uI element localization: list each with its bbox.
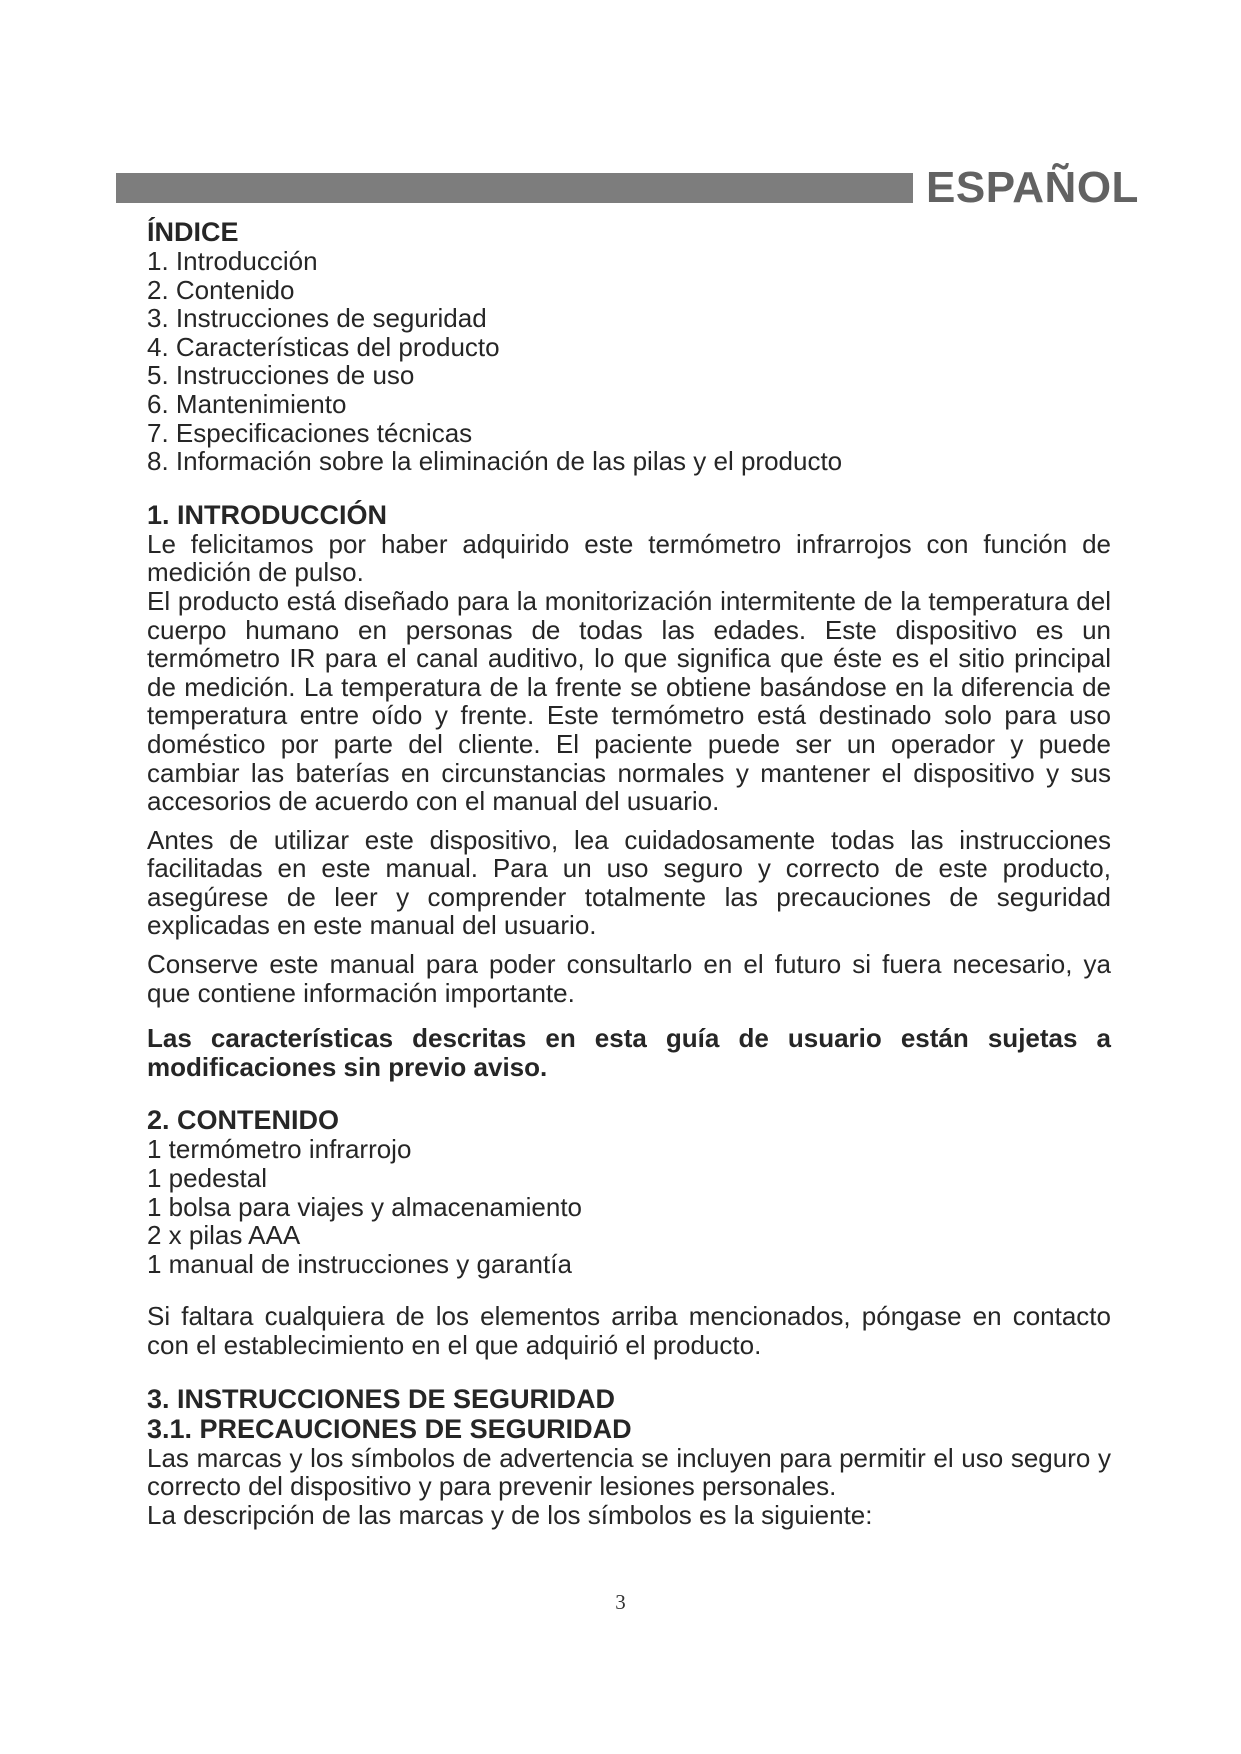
index-item: 3. Instrucciones de seguridad [147, 303, 487, 334]
index-item: 4. Características del producto [147, 331, 500, 362]
language-title: ESPAÑOL [926, 163, 1139, 212]
index-item: 5. Instrucciones de uso [147, 360, 415, 391]
contents-item: 1 bolsa para viajes y almacenamiento [147, 1191, 583, 1222]
contents-list [147, 1135, 1111, 1278]
contents-item: 1 manual de instrucciones y garantía [147, 1248, 572, 1279]
header-bar [116, 173, 913, 203]
index-title: ÍNDICE [147, 217, 239, 247]
index-item: 1. Introducción [147, 246, 318, 276]
intro-title: 1. INTRODUCCIÓN [147, 499, 388, 530]
index-item: 7. Especificaciones técnicas [147, 417, 473, 448]
safety-subtitle: 3.1. PRECAUCIONES DE SEGURIDAD [147, 1413, 632, 1444]
index-item: 2. Contenido [147, 274, 295, 305]
contents-item: 1 termómetro infrarrojo [147, 1134, 412, 1165]
page-content [147, 217, 1111, 1529]
contents-note: Si faltara cualquiera de los elementos arriba mencionados, póngase en contacto con el establecimiento en el que adquirió el producto. [147, 1301, 1111, 1360]
intro-paragraph-1: Le felicitamos por haber adquirido este termómetro infrarrojos con función de medición de pulso. [147, 528, 1111, 588]
safety-paragraph-1: Las marcas y los símbolos de advertencia se incluyen para permitir el uso seguro y correcto del dispositivo y para prevenir lesiones personales. [147, 1442, 1111, 1502]
contents-item: 1 pedestal [147, 1163, 267, 1194]
language-header [116, 160, 1139, 216]
intro-paragraph-3: Antes de utilizar este dispositivo, lea cuidadosamente todas las instrucciones facilitadas en este manual. Para un uso seguro y correcto de este producto, asegúrese de leer y comprender totalmente las precauciones de seguridad explicadas en este manual del usuario. [147, 824, 1111, 941]
safety-paragraph-2: La descripción de las marcas y de los símbolos es la siguiente: [147, 1499, 873, 1530]
index-list [147, 247, 1111, 476]
page-number: 3 [615, 1590, 626, 1614]
index-item: 8. Información sobre la eliminación de las pilas y el producto [147, 446, 843, 477]
contents-title: 2. CONTENIDO [147, 1105, 340, 1136]
intro-paragraph-2: El producto está diseñado para la monitorización intermitente de la temperatura del cuerpo humano en personas de todas las edades. Este dispositivo es un termómetro IR para el canal auditivo, lo que significa que éste es el sitio principal de medición. La temperatura de la frente se obtiene basándose en la diferencia de temperatura entre oído y frente. Este termómetro está destinado solo para uso doméstico por parte del cliente. El paciente puede ser un operador y puede cambiar las baterías en circunstancias normales y mantener el dispositivo y sus accesorios de acuerdo con el manual del usuario. [147, 585, 1111, 817]
intro-paragraph-4: Conserve este manual para poder consultarlo en el futuro si fuera necesario, ya que contiene información importante. [147, 949, 1111, 1008]
intro-notice: Las características descritas en esta guía de usuario están sujetas a modificaciones sin previo aviso. [147, 1023, 1111, 1082]
index-item: 6. Mantenimiento [147, 388, 347, 419]
contents-item: 2 x pilas AAA [147, 1220, 301, 1251]
safety-title: 3. INSTRUCCIONES DE SEGURIDAD [147, 1383, 616, 1414]
